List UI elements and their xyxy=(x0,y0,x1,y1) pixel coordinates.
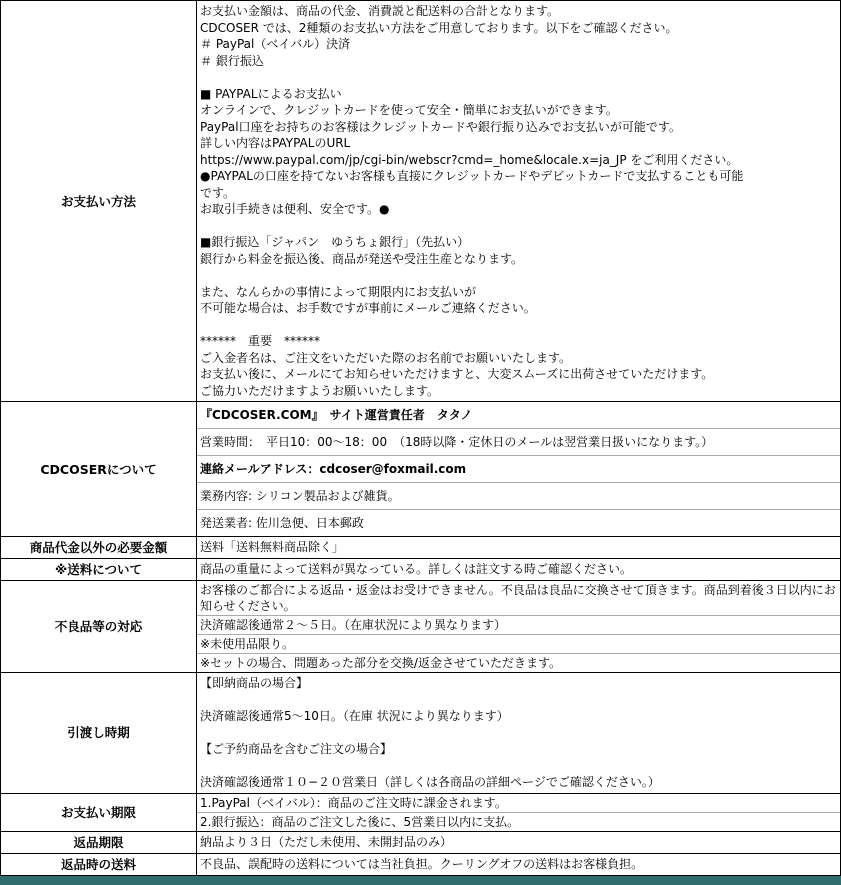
row-label-defective-items: 不良品等の対応 xyxy=(1,581,197,672)
text-line: 【ご予約商品を含むご注文の場合】 xyxy=(200,742,393,756)
text-line: ■ PAYPALによるお支払い xyxy=(200,86,342,101)
text-line: ＃ PayPal（ベイバル）決済 xyxy=(200,37,351,51)
text-line: https://www.paypal.com/jp/cgi-bin/webscr?cmd=_home&locale.x=ja_JP をご利用ください。 xyxy=(200,152,739,167)
text-line xyxy=(200,69,837,86)
row-payment-deadline xyxy=(1,794,840,832)
text-line: お支払い金額は、商品の代金、消費説と配送料の合計となります。 xyxy=(200,4,560,18)
row-content-about-cdcoser xyxy=(197,402,840,536)
row-content-payment-method xyxy=(197,1,840,401)
row-label-shipping-fee-note: ※送料について xyxy=(1,559,197,580)
text-line: PayPal口座をお持ちのお客様はクレジットカードや銀行振り込みでお支払いが可能です。 xyxy=(200,119,681,134)
paypal-deadline-line: 1.PayPal（ベイバル）：商品のご注文時に課金されます。 xyxy=(197,794,840,813)
row-label-delivery-period: 引渡し時期 xyxy=(1,673,197,793)
text-line xyxy=(200,725,837,742)
business-content-line: 業務内容: シリコン製品および雑貨。 xyxy=(197,483,840,510)
text-line: ■銀行振込「ジャパン ゆうちょ銀行」（先払い） xyxy=(200,235,470,249)
site-operator-line: 『CDCOSER.COM』 サイト運営責任者 タタノ xyxy=(197,402,840,429)
text-line: 【即納商品の場合】 xyxy=(200,676,309,690)
row-delivery-period xyxy=(1,673,840,794)
text-line xyxy=(200,317,837,334)
row-content-payment-deadline xyxy=(197,794,840,831)
text-line: CDCOSER では、2種類のお支払い方法をご用意しております。以下をご確認ください。 xyxy=(200,20,678,35)
contact-email-line: 連絡メールアドレス：cdcoser@foxmail.com xyxy=(197,456,840,483)
row-label-about-cdcoser: CDCOSERについて xyxy=(1,402,197,536)
shipping-fee-note-text: 商品の重量によって送料が異なっている。詳しくは註文する時ご確認ください。 xyxy=(200,562,633,576)
row-content-return-deadline xyxy=(197,832,840,853)
row-label-extra-fees: 商品代金以外の必要金額 xyxy=(1,537,197,558)
row-return-deadline xyxy=(1,832,840,854)
footer-bar xyxy=(0,876,841,885)
bank-transfer-deadline-line: 2.銀行振込：商品のご注文した後に、5営業日以内に支払。 xyxy=(200,814,520,829)
set-exchange-line: ※セットの場合、問題あった部分を交換/返金させていただきます。 xyxy=(200,656,562,670)
row-label-return-shipping-cost: 返品時の送料 xyxy=(1,854,197,875)
row-shipping-fee-note xyxy=(1,559,840,581)
business-hours-line: 営業時間： 平日10：00〜18：00 （18時以降・定休日のメールは翌営業日扱いになります。） xyxy=(197,429,840,456)
row-label-payment-method: お支払い方法 xyxy=(1,1,197,401)
text-line: ****** 重要 ****** xyxy=(200,334,321,348)
row-content-delivery-period xyxy=(197,673,840,793)
row-defective-items xyxy=(1,581,840,673)
text-line xyxy=(200,692,837,709)
text-line: オンラインで、クレジットカードを使って安全・簡単にお支払いができます。 xyxy=(200,103,618,117)
text-line: 決済確認後通常5〜10日。（在庫 状況により異なります） xyxy=(200,709,509,723)
text-line: 詳しい内容はPAYPALのURL xyxy=(200,136,351,150)
row-label-return-deadline: 返品期限 xyxy=(1,832,197,853)
unused-only-line: ※未使用品限り。 xyxy=(197,635,840,654)
row-content-shipping-fee-note xyxy=(197,559,840,580)
return-shipping-cost-text: 不良品、誤配時の送料については当社負担。クーリングオフの送料はお客様負担。 xyxy=(200,856,644,871)
row-extra-fees xyxy=(1,537,840,559)
row-return-shipping-cost xyxy=(1,854,840,876)
text-line xyxy=(200,267,837,284)
row-content-return-shipping-cost xyxy=(197,854,840,875)
text-line: また、なんらかの事情によって期限内にお支払いが xyxy=(200,284,477,299)
return-deadline-text: 納品より３日（ただし未使用、未開封品のみ） xyxy=(200,834,453,849)
row-payment-method xyxy=(1,1,840,402)
row-label-payment-deadline: お支払い期限 xyxy=(1,794,197,831)
defective-policy-line: お客様のご都合による返品・返金はお受けできません。不良品は良品に交換させて頂きます。商品到着後３日以内にお知らせください。 xyxy=(197,581,840,616)
text-line: 不可能な場合は、お手数ですが事前にメールご連絡ください。 xyxy=(200,301,536,315)
text-line: ●PAYPALの口座を持てないお客様も直接にクレジットカードやデビットカードで支払することも可能 xyxy=(200,169,744,183)
row-content-extra-fees xyxy=(197,537,840,558)
text-line: 決済確認後通常１０−２０営業日（詳しくは各商品の詳細ページでご確認ください。） xyxy=(200,775,660,789)
text-line: お支払い後に、メールにてお知らせいただけますと、大変スムーズに出荷させていただけます。 xyxy=(200,367,714,381)
text-line xyxy=(200,758,837,775)
row-about-cdcoser xyxy=(1,402,840,537)
text-line xyxy=(200,218,837,235)
shipping-carrier-line: 発送業者: 佐川急便、日本郵政 xyxy=(200,516,364,530)
text-line: です。 xyxy=(200,185,236,200)
text-line: ご協力いただけますようお願いいたします。 xyxy=(200,383,440,398)
text-line: ご入金者名は、ご注文をいただいた際のお名前でお願いいたします。 xyxy=(200,350,572,365)
extra-fees-text: 送料「送料無料商品除く」 xyxy=(200,540,345,554)
row-content-defective-items xyxy=(197,581,840,672)
text-line: ＃ 銀行振込 xyxy=(200,53,264,68)
text-line: 銀行から料金を振込後、商品が発送や受注生産となります。 xyxy=(200,251,524,266)
defective-timing-line: 決済確認後通常２〜５日。（在庫状況により異なります） xyxy=(197,616,840,635)
text-line: お取引手続きは便利、安全です。● xyxy=(200,202,390,216)
